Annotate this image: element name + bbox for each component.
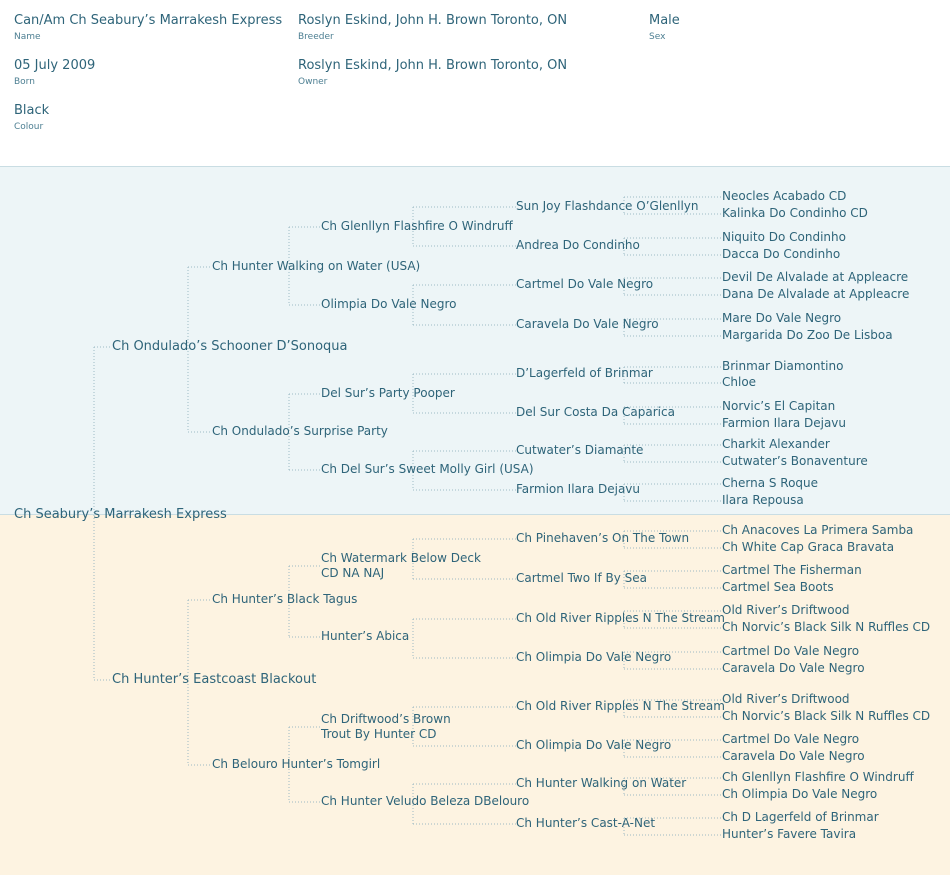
g5-ancestor: Ch Norvic’s Black Silk N Ruffles CD — [722, 709, 931, 723]
g5-ancestor: Cartmel Do Vale Negro — [722, 732, 860, 746]
g4-ancestor: Del Sur Costa Da Caparica — [516, 405, 675, 419]
g5-ancestor: Ch Olimpia Do Vale Negro — [722, 787, 878, 801]
dog-name: Can/Am Ch Seabury’s Marrakesh Express — [14, 13, 283, 28]
g4-ancestor: Cutwater’s Diamante — [516, 443, 644, 457]
g5-ancestor: Cartmel Sea Boots — [722, 580, 834, 594]
g4-ancestor: Ch Old River Ripples N The Stream — [516, 611, 725, 625]
great-grandparent: Ch Glenllyn Flashfire O Windruff — [321, 219, 513, 233]
g5-ancestor: Ch White Cap Graca Bravata — [722, 540, 895, 554]
g5-ancestor: Caravela Do Vale Negro — [722, 749, 865, 763]
g5-ancestor: Chloe — [722, 375, 757, 389]
g4-ancestor: Ch Olimpia Do Vale Negro — [516, 650, 672, 664]
g5-ancestor: Niquito Do Condinho — [722, 230, 846, 244]
great-grandparent: Ch Watermark Below Deck CD NA NAJ — [321, 551, 481, 580]
g4-ancestor: D’Lagerfeld of Brinmar — [516, 366, 653, 380]
g5-ancestor: Ilara Repousa — [722, 493, 804, 507]
g5-ancestor: Ch Glenllyn Flashfire O Windruff — [722, 770, 914, 784]
great-grandparent: Olimpia Do Vale Negro — [321, 297, 457, 311]
g5-ancestor: Mare Do Vale Negro — [722, 311, 842, 325]
parent-sire: Ch Ondulado’s Schooner D’Sonoqua — [112, 339, 348, 354]
g5-ancestor: Cutwater’s Bonaventure — [722, 454, 868, 468]
g5-ancestor: Dana De Alvalade at Appleacre — [722, 287, 910, 301]
g5-ancestor: Kalinka Do Condinho CD — [722, 206, 868, 220]
g5-ancestor: Norvic’s El Capitan — [722, 399, 836, 413]
g5-ancestor: Charkit Alexander — [722, 437, 830, 451]
breeder-value: Roslyn Eskind, John H. Brown Toronto, ON — [298, 13, 568, 28]
owner-label: Owner — [298, 77, 328, 87]
g4-ancestor: Ch Hunter’s Cast-A-Net — [516, 816, 656, 830]
sex-value: Male — [649, 13, 680, 28]
g4-ancestor: Ch Hunter Walking on Water — [516, 776, 687, 790]
grandparent: Ch Ondulado’s Surprise Party — [212, 424, 388, 438]
subject-dog: Ch Seabury’s Marrakesh Express — [14, 507, 227, 522]
born-value: 05 July 2009 — [14, 58, 96, 73]
g4-ancestor: Sun Joy Flashdance O’Glenllyn — [516, 199, 699, 213]
g5-ancestor: Ch Anacoves La Primera Samba — [722, 523, 914, 537]
born-label: Born — [14, 77, 35, 87]
g4-ancestor: Cartmel Two If By Sea — [516, 571, 647, 585]
great-grandparent: Ch Hunter Veludo Beleza DBelouro — [321, 794, 530, 808]
g5-ancestor: Dacca Do Condinho — [722, 247, 841, 261]
grandparent: Ch Belouro Hunter’s Tomgirl — [212, 757, 381, 771]
g4-ancestor: Farmion Ilara Dejavu — [516, 482, 641, 496]
g5-ancestor: Hunter’s Favere Tavira — [722, 827, 857, 841]
g4-ancestor: Ch Old River Ripples N The Stream — [516, 699, 725, 713]
grandparent: Ch Hunter Walking on Water (USA) — [212, 259, 421, 273]
g5-ancestor: Old River’s Driftwood — [722, 692, 850, 706]
owner-value: Roslyn Eskind, John H. Brown Toronto, ON — [298, 58, 568, 73]
g4-ancestor: Andrea Do Condinho — [516, 238, 640, 252]
g5-ancestor: Ch D Lagerfeld of Brinmar — [722, 810, 879, 824]
g5-ancestor: Cartmel The Fisherman — [722, 563, 862, 577]
g5-ancestor: Old River’s Driftwood — [722, 603, 850, 617]
g4-ancestor: Caravela Do Vale Negro — [516, 317, 659, 331]
g5-ancestor: Cartmel Do Vale Negro — [722, 644, 860, 658]
great-grandparent: Hunter’s Abica — [321, 629, 410, 643]
g5-ancestor: Brinmar Diamontino — [722, 359, 844, 373]
grandparent: Ch Hunter’s Black Tagus — [212, 592, 358, 606]
great-grandparent: Del Sur’s Party Pooper — [321, 386, 455, 400]
g4-ancestor: Ch Pinehaven’s On The Town — [516, 531, 690, 545]
name-label: Name — [14, 32, 41, 42]
g5-ancestor: Caravela Do Vale Negro — [722, 661, 865, 675]
g4-ancestor: Ch Olimpia Do Vale Negro — [516, 738, 672, 752]
great-grandparent: Ch Driftwood’s Brown Trout By Hunter CD — [321, 712, 451, 741]
g5-ancestor: Cherna S Roque — [722, 476, 819, 490]
great-grandparent: Ch Del Sur’s Sweet Molly Girl (USA) — [321, 462, 534, 476]
parent-dam: Ch Hunter’s Eastcoast Blackout — [112, 672, 317, 687]
colour-value: Black — [14, 103, 50, 118]
g4-ancestor: Cartmel Do Vale Negro — [516, 277, 654, 291]
breeder-label: Breeder — [298, 32, 334, 42]
g5-ancestor: Ch Norvic’s Black Silk N Ruffles CD — [722, 620, 931, 634]
g5-ancestor: Devil De Alvalade at Appleacre — [722, 270, 909, 284]
colour-label: Colour — [14, 122, 44, 132]
g5-ancestor: Farmion Ilara Dejavu — [722, 416, 847, 430]
sex-label: Sex — [649, 32, 666, 42]
g5-ancestor: Margarida Do Zoo De Lisboa — [722, 328, 893, 342]
g5-ancestor: Neocles Acabado CD — [722, 189, 847, 203]
